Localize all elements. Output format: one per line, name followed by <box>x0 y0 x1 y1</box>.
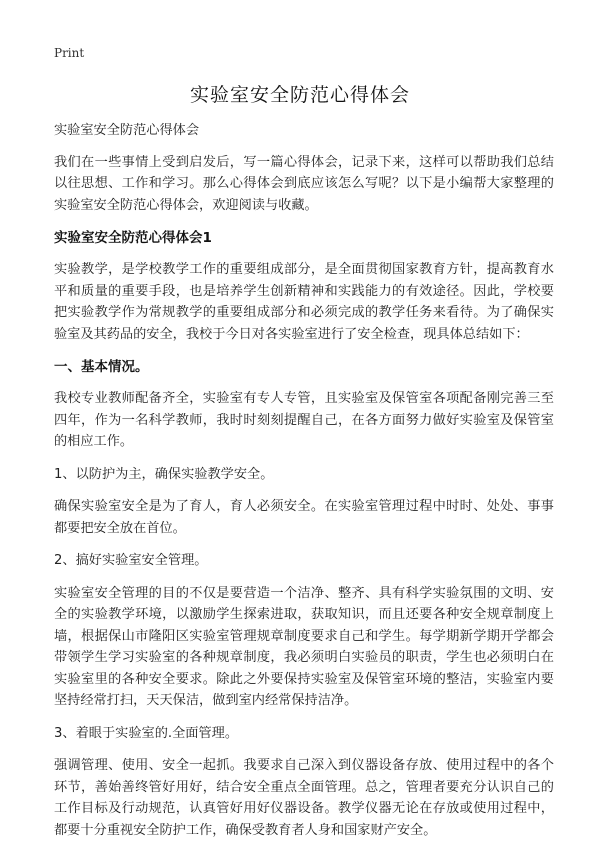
item-3-text: 强调管理、使用、安全一起抓。我要求自己深入到仪器设备存放、使用过程中的各个环节，善始善终管好用好，结合安全重点全面管理。总之，管理者要充分认识自己的工作目标及行动规范，认真管好用好仪器设备。教学仪器无论在存放或使用过程中，都要十分重视安全防护工作，确保受教育者人身和国家财产安全。 <box>54 758 554 838</box>
intro-paragraph: 我们在一些事情上受到启发后，写一篇心得体会，记录下来，这样可以帮助我们总结以往思想、工作和学习。那么心得体会到底应该怎么写呢？以下是小编帮大家整理的实验室安全防范心得体会，欢迎阅读与收藏。 <box>54 154 554 213</box>
paragraph-teaching: 实验教学，是学校教学工作的重要组成部分，是全面贯彻国家教育方针，提高教育水平和质量的重要手段，也是培养学生创新精神和实践能力的有效途径。因此，学校要把实验教学作为常规教学的重要组成部分和必须完成的教学任务来看待。为了确保实验室及其药品的安全，我校于今日对各实验室进行了安全检查，现具体总结如下： <box>54 262 554 342</box>
paragraph-basic-situation: 我校专业教师配备齐全，实验室有专人专管，且实验室及保管室各项配备刚完善三至四年，作为一名科学教师，我时时刻刻提醒自己，在各方面努力做好实验室及保管室的相应工作。 <box>54 391 554 449</box>
section-heading: 实验室安全防范心得体会1 <box>54 230 212 246</box>
item-2-title: 2、搞好实验室安全管理。 <box>54 553 208 568</box>
item-2-text: 实验室安全管理的目的不仅是要营造一个洁净、整齐、具有科学实验氛围的文明、安全的实验教学环境，以激励学生探索进取，获取知识，而且还要各种安全规章制度上墙，根据保山市隆阳区实验室管理规章制度要求自己和学生。每学期新学期开学都会带领学生学习实验室的各种规章制度，我必须明白实验员的职责，学生也必须明白在实验室里的各种安全要求。除此之外要保持实验室及保管室环境的整洁，实验室内要坚持经常打扫，天天保洁，做到室内经常保持洁净。 <box>54 585 554 708</box>
item-1-title: 1、以防护为主，确保实验教学安全。 <box>54 466 274 482</box>
page-title: 实验室安全防范心得体会 <box>189 84 410 106</box>
print-link[interactable]: Print <box>54 46 85 60</box>
document-subtitle: 实验室安全防范心得体会 <box>54 123 200 138</box>
heading-basic-situation: 一、基本情况。 <box>54 359 149 375</box>
item-3-title: 3、着眼于实验室的.全面管理。 <box>54 725 239 741</box>
item-1-text: 确保实验室安全是为了育人，育人必须安全。在实验室管理过程中时时、处处、事事都要把安全放在首位。 <box>54 499 554 536</box>
document-body <box>54 120 554 852</box>
